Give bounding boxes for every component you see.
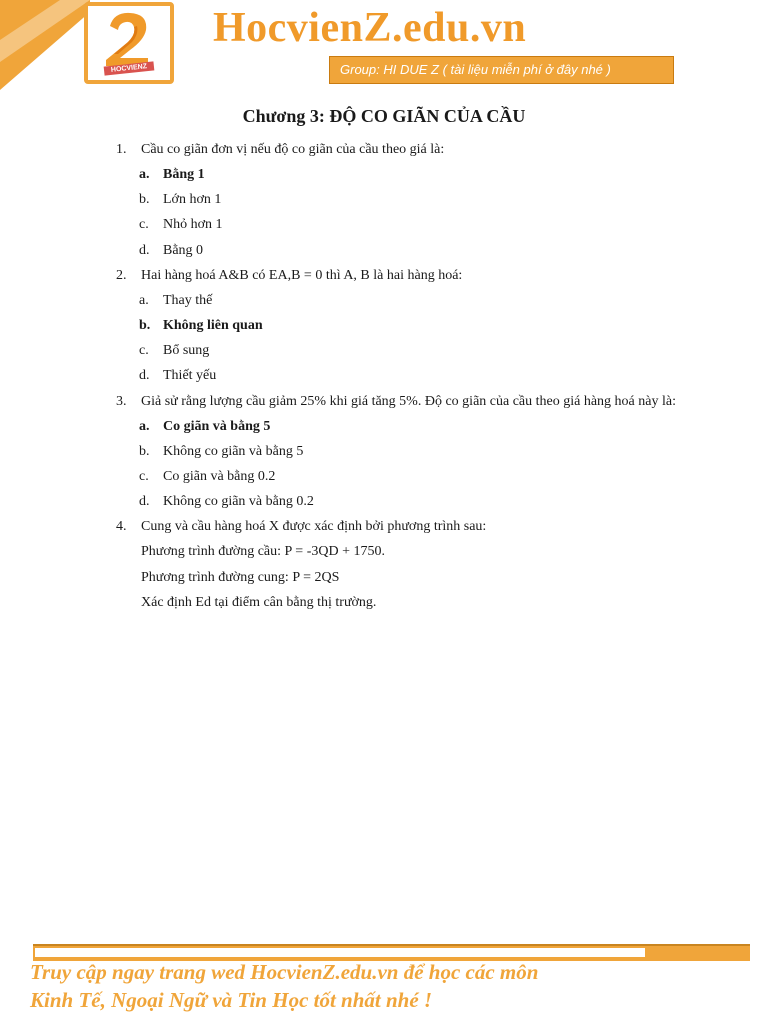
option <box>116 238 676 263</box>
question-text: Giả sử rằng lượng cầu giảm 25% khi giá tăng 5%. Độ co giãn của cầu theo giá hàng hoá này là: <box>141 393 676 409</box>
footer-line-1: Truy cập ngay trang wed HocvienZ.edu.vn để học các môn <box>30 960 539 984</box>
site-logo[interactable] <box>84 2 174 84</box>
question-line: Phương trình đường cầu: P = -3QD + 1750. <box>141 544 385 560</box>
question-text: Hai hàng hoá A&B có EA,B = 0 thì A, B là hai hàng hoá: <box>141 267 463 283</box>
option-text: Thay thế <box>163 292 213 308</box>
chapter-title: Chương 3: ĐỘ CO GIÃN CỦA CẦU <box>242 106 526 126</box>
option <box>116 338 676 363</box>
option-letter: b. <box>139 192 150 208</box>
option-correct <box>116 313 676 338</box>
question-4 <box>116 514 676 615</box>
question-list <box>116 137 676 615</box>
option <box>116 363 676 388</box>
question-number: 2. <box>116 267 127 283</box>
option <box>116 212 676 237</box>
option <box>116 489 676 514</box>
option <box>116 439 676 464</box>
option-text: Co giãn và bằng 5 <box>163 418 271 434</box>
option-text: Co giãn và bằng 0.2 <box>163 469 276 485</box>
option-correct <box>116 162 676 187</box>
question-number: 3. <box>116 393 127 409</box>
question-line: Xác định Ed tại điểm cân bằng thị trường. <box>141 594 377 610</box>
option-letter: c. <box>139 217 149 233</box>
option-letter: a. <box>139 167 150 182</box>
option-letter: d. <box>139 242 150 258</box>
option-letter: d. <box>139 368 150 384</box>
footer-promo[interactable] <box>30 958 538 1014</box>
option-correct <box>116 414 676 439</box>
question-text: Cung và cầu hàng hoá X được xác định bởi phương trình sau: <box>141 519 487 535</box>
question-1 <box>116 137 676 263</box>
option-letter: c. <box>139 343 149 359</box>
footer-line-2: Kinh Tế, Ngoại Ngữ và Tin Học tốt nhất nhé ! <box>30 988 433 1012</box>
option-text: Lớn hơn 1 <box>163 192 222 208</box>
option-text: Không co giãn và bằng 5 <box>163 443 304 459</box>
question-number: 1. <box>116 142 127 157</box>
logo-text: HOCVIENZ <box>104 61 155 75</box>
question-text: Cầu co giãn đơn vị nếu độ co giãn của cầu theo giá là: <box>141 142 445 157</box>
option-text: Bằng 1 <box>163 167 205 182</box>
corner-decoration <box>0 0 90 90</box>
option-text: Bổ sung <box>163 343 210 359</box>
question-2 <box>116 263 676 389</box>
question-line: Phương trình đường cung: P = 2QS <box>141 569 340 585</box>
option-letter: a. <box>139 418 150 434</box>
option-letter: d. <box>139 494 150 510</box>
option <box>116 187 676 212</box>
option-text: Không co giãn và bằng 0.2 <box>163 494 314 510</box>
option <box>116 288 676 313</box>
option-letter: b. <box>139 443 150 459</box>
group-banner[interactable]: Group: HI DUE Z ( tài liệu miễn phí ở đây nhé ) <box>329 56 674 84</box>
option <box>116 464 676 489</box>
option-letter: c. <box>139 469 149 485</box>
site-title[interactable]: HocvienZ.edu.vn <box>213 5 527 51</box>
question-3 <box>116 389 676 515</box>
option-text: Bằng 0 <box>163 242 204 258</box>
option-text: Không liên quan <box>163 318 263 334</box>
option-letter: b. <box>139 318 151 334</box>
question-number: 4. <box>116 519 127 535</box>
option-text: Nhỏ hơn 1 <box>163 217 223 233</box>
option-letter: a. <box>139 292 149 308</box>
option-text: Thiết yếu <box>163 368 217 384</box>
